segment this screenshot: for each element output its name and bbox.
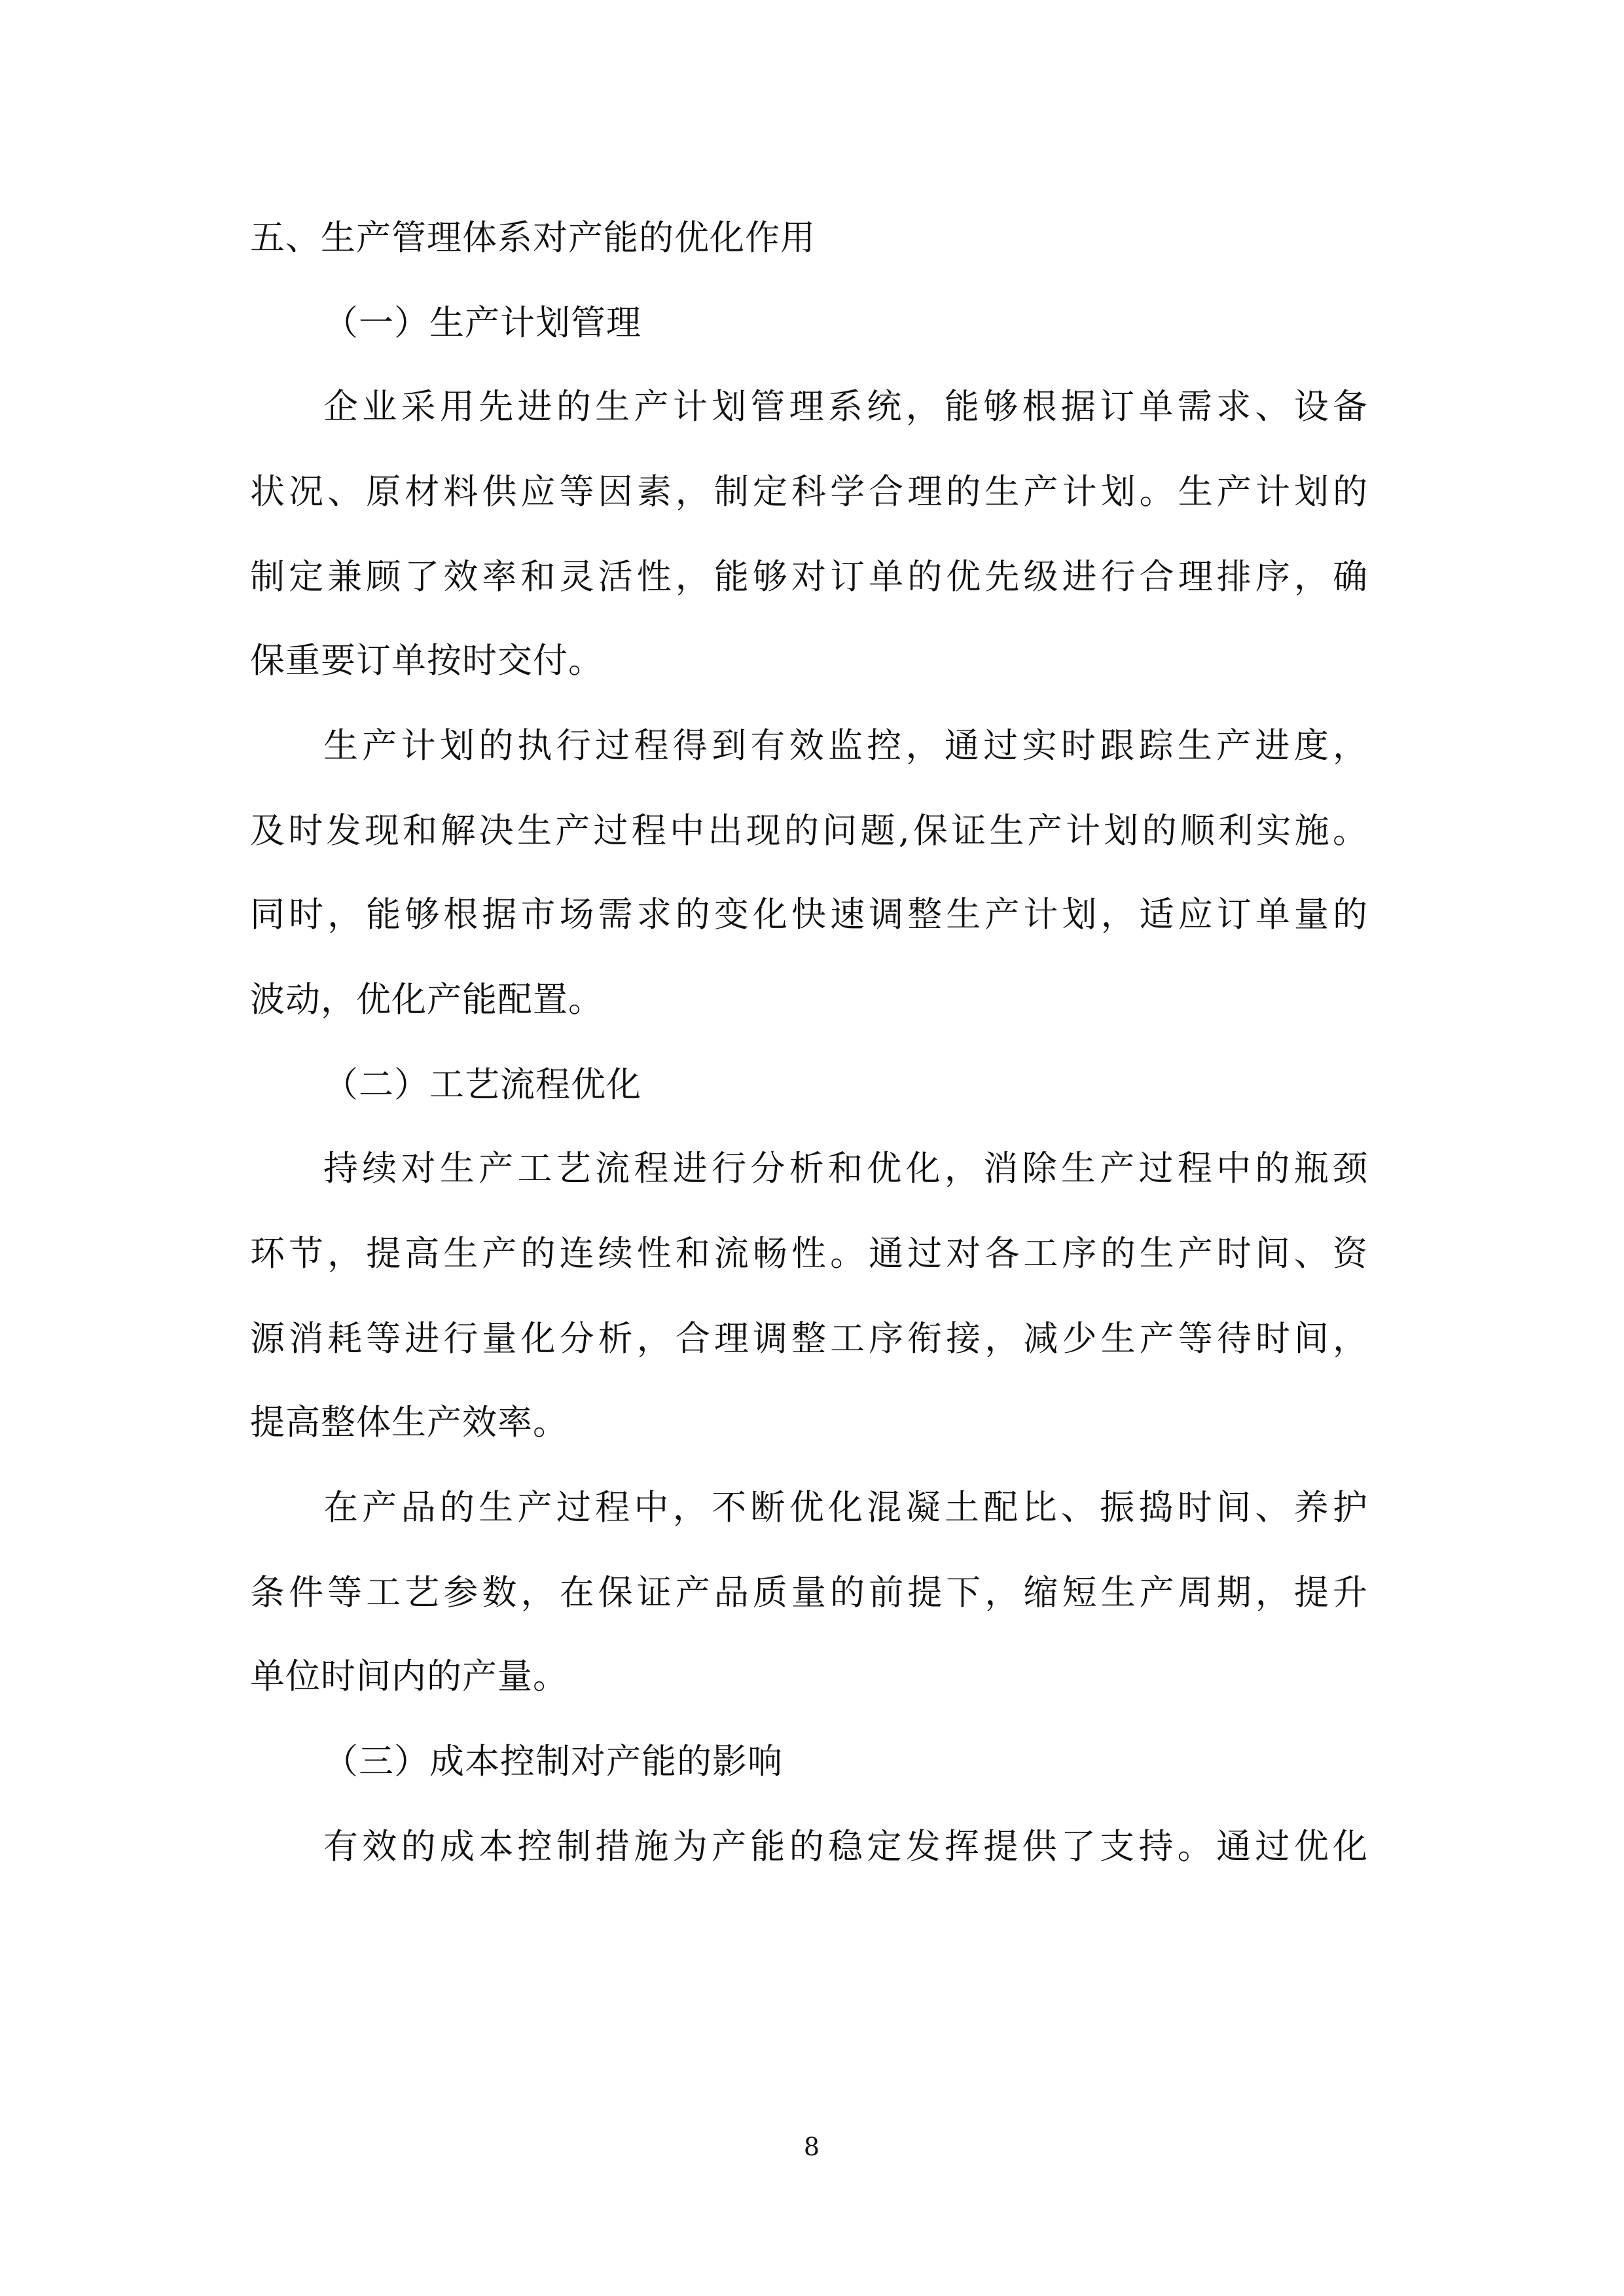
subsection-title-3: （三）成本控制对产能的影响 bbox=[323, 1742, 783, 1782]
paragraph-line: 有效的成本控制措施为产能的稳定发挥提供了支持。通过优化 bbox=[323, 1827, 1368, 1867]
paragraph-line: 保重要订单按时交付。 bbox=[250, 641, 604, 681]
paragraph-line: 企业采用先进的生产计划管理系统，能够根据订单需求、设备 bbox=[323, 387, 1368, 427]
subsection-title-2: （二）工艺流程优化 bbox=[323, 1065, 641, 1105]
paragraph-line: 及时发现和解决生产过程中出现的问题,保证生产计划的顺利实施。 bbox=[250, 811, 1368, 851]
paragraph-line: 制定兼顾了效率和灵活性，能够对订单的优先级进行合理排序，确 bbox=[250, 557, 1368, 597]
paragraph-line: 提高整体生产效率。 bbox=[250, 1403, 568, 1443]
paragraph-line: 源消耗等进行量化分析，合理调整工序衔接，减少生产等待时间， bbox=[250, 1319, 1368, 1359]
subsection-title-1: （一）生产计划管理 bbox=[323, 303, 641, 343]
paragraph-line: 持续对生产工艺流程进行分析和优化，消除生产过程中的瓶颈 bbox=[323, 1149, 1368, 1189]
paragraph-line: 环节，提高生产的连续性和流畅性。通过对各工序的生产时间、资 bbox=[250, 1234, 1368, 1274]
paragraph-line: 条件等工艺参数，在保证产品质量的前提下，缩短生产周期，提升 bbox=[250, 1573, 1368, 1613]
page-number: 8 bbox=[803, 2132, 820, 2161]
section-heading: 五、生产管理体系对产能的优化作用 bbox=[250, 218, 816, 258]
paragraph-line: 在产品的生产过程中，不断优化混凝土配比、振捣时间、养护 bbox=[323, 1488, 1368, 1528]
paragraph-line: 同时，能够根据市场需求的变化快速调整生产计划，适应订单量的 bbox=[250, 895, 1368, 935]
paragraph-line: 状况、原材料供应等因素，制定科学合理的生产计划。生产计划的 bbox=[250, 472, 1368, 512]
paragraph-line: 单位时间内的产量。 bbox=[250, 1657, 568, 1696]
paragraph-line: 波动，优化产能配置。 bbox=[250, 980, 604, 1020]
paragraph-line: 生产计划的执行过程得到有效监控，通过实时跟踪生产进度， bbox=[323, 726, 1368, 766]
